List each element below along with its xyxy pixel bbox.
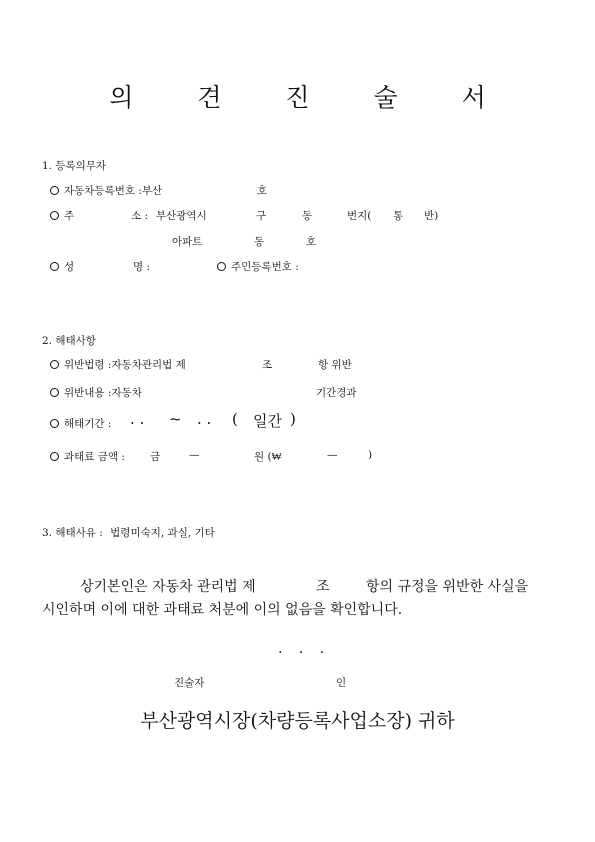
fine-geum: 금 — [150, 451, 161, 463]
violation-law-row — [50, 357, 186, 372]
section-2-heading: 2. 해태사항 — [42, 335, 96, 347]
fine-close-paren: ) — [368, 449, 373, 461]
section-1-heading: 1. 등록의무자 — [42, 160, 107, 172]
vehicle-number-city: 부산 — [141, 185, 163, 197]
circle-bullet-icon — [50, 262, 59, 271]
section-3-row — [42, 525, 215, 540]
address-apartment-ho: 호 — [306, 236, 317, 248]
address-dong: 동 — [302, 210, 313, 222]
address-apartment-dong: 동 — [254, 236, 265, 248]
violation-content-label: 위반내용 : — [64, 387, 112, 399]
address-beonji: 번지( — [347, 210, 372, 222]
circle-bullet-icon — [50, 388, 59, 397]
vehicle-number-row — [50, 183, 162, 198]
address-city: 부산광역시 — [156, 210, 207, 222]
vehicle-number-suffix: 호 — [257, 185, 268, 197]
violation-content-suffix: 기간경과 — [316, 387, 357, 399]
address-gu: 구 — [256, 210, 267, 222]
violation-law-label: 위반법령 : — [64, 359, 112, 371]
period-tilde: ~ — [169, 410, 182, 428]
violation-law-value: 자동차관리법 제 — [111, 359, 186, 371]
addressee: 부산광역시장(차량등록사업소장) 귀하 — [140, 710, 455, 732]
period-label: 해태기간 : — [64, 418, 112, 430]
document-title: 의 견 진 술 서 — [109, 83, 514, 112]
name-row — [50, 259, 74, 274]
address-label-b: 소 : — [131, 210, 149, 222]
circle-bullet-icon — [50, 419, 59, 428]
period-dots-end: . . — [197, 410, 212, 428]
statement-line1-a: 상기본인은 자동차 관리법 제 — [80, 579, 256, 595]
violation-law-jo: 조 — [262, 359, 273, 371]
circle-bullet-icon — [50, 452, 59, 461]
circle-bullet-icon — [50, 186, 59, 195]
address-ban: 반) — [424, 210, 439, 222]
period-dots-start: . . — [130, 410, 145, 428]
signer-label: 진술자 — [174, 677, 205, 689]
circle-bullet-icon — [50, 360, 59, 369]
name-label-b: 명 : — [133, 261, 151, 273]
violation-law-hang: 항 위반 — [318, 359, 352, 371]
address-label-a: 주 — [64, 210, 75, 222]
statement-line1-b: 조 — [316, 579, 330, 595]
circle-bullet-icon — [50, 211, 59, 220]
statement-line1-c: 항의 규정을 위반한 사실을 — [366, 579, 529, 595]
fine-won: 원 (₩ — [254, 451, 282, 463]
name-label-a: 성 — [64, 261, 75, 273]
fine-label: 과태료 금액 : — [64, 451, 125, 463]
period-days: 일간 — [253, 412, 282, 430]
address-tong: 통 — [393, 210, 404, 222]
rrn-label: 주민등록번호 : — [231, 261, 299, 273]
fine-dash-2: — — [327, 449, 338, 461]
section-3-heading: 3. 해태사유 : — [42, 527, 103, 539]
violation-content-value: 자동차 — [111, 387, 142, 399]
violation-content-row — [50, 385, 142, 400]
statement-line2: 시인하며 이에 대한 과태료 처분에 이의 없음을 확인합니다. — [42, 602, 403, 618]
circle-bullet-icon — [217, 262, 226, 271]
fine-row — [50, 449, 125, 464]
rrn-row — [217, 259, 299, 274]
vehicle-number-label: 자동차등록번호 : — [64, 185, 142, 197]
address-row — [50, 208, 74, 223]
fine-dash-1: — — [189, 449, 200, 461]
address-apartment: 아파트 — [172, 236, 203, 248]
date-dots: . . . — [278, 641, 331, 657]
period-close-paren: ) — [290, 410, 296, 428]
period-open-paren: ( — [232, 410, 238, 428]
signer-seal: 인 — [336, 677, 347, 689]
period-row — [50, 416, 111, 431]
section-3-reason: 법령미숙지, 과실, 기타 — [110, 527, 215, 539]
